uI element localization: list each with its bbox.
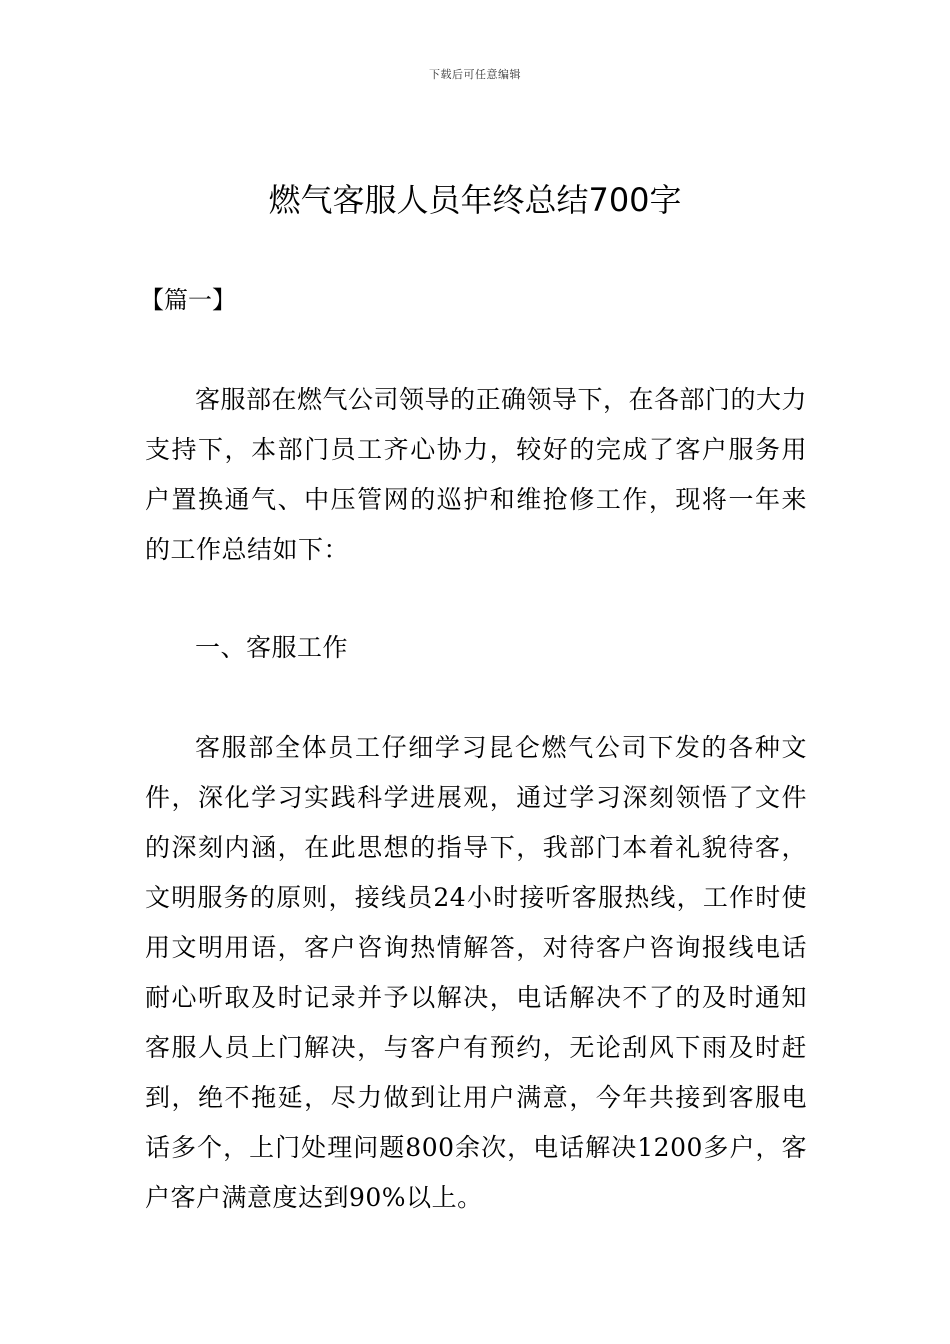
section-heading-customer-service: 一、客服工作 [195, 633, 349, 662]
header-note: 下载后可任意编辑 [429, 68, 521, 81]
document-title: 燃气客服人员年终总结700字 [268, 181, 682, 219]
section-marker: 【篇一】 [140, 286, 236, 314]
customer-service-paragraph: 客服部全体员工仔细学习昆仑燃气公司下发的各种文件，深化学习实践科学进展观，通过学习深刻领悟了文件的深刻内涵，在此思想的指导下，我部门本着礼貌待客，文明服务的原则，接线员24小时接听客服热线，工作时使用文明用语，客户咨询热情解答，对待客户咨询报线电话耐心听取及时记录并予以解决，电话解决不了的及时通知客服人员上门解决，与客户有预约，无论刮风下雨及时赶到，绝不拖延，尽力做到让用户满意，今年共接到客服电话多个，上门处理问题800余次，电话解决1200多户，客户客户满意度达到90%以上。 [145, 733, 807, 1212]
intro-paragraph: 客服部在燃气公司领导的正确领导下，在各部门的大力支持下，本部门员工齐心协力，较好的完成了客户服务用户置换通气、中压管网的巡护和维抢修工作，现将一年来的工作总结如下： [145, 385, 808, 564]
